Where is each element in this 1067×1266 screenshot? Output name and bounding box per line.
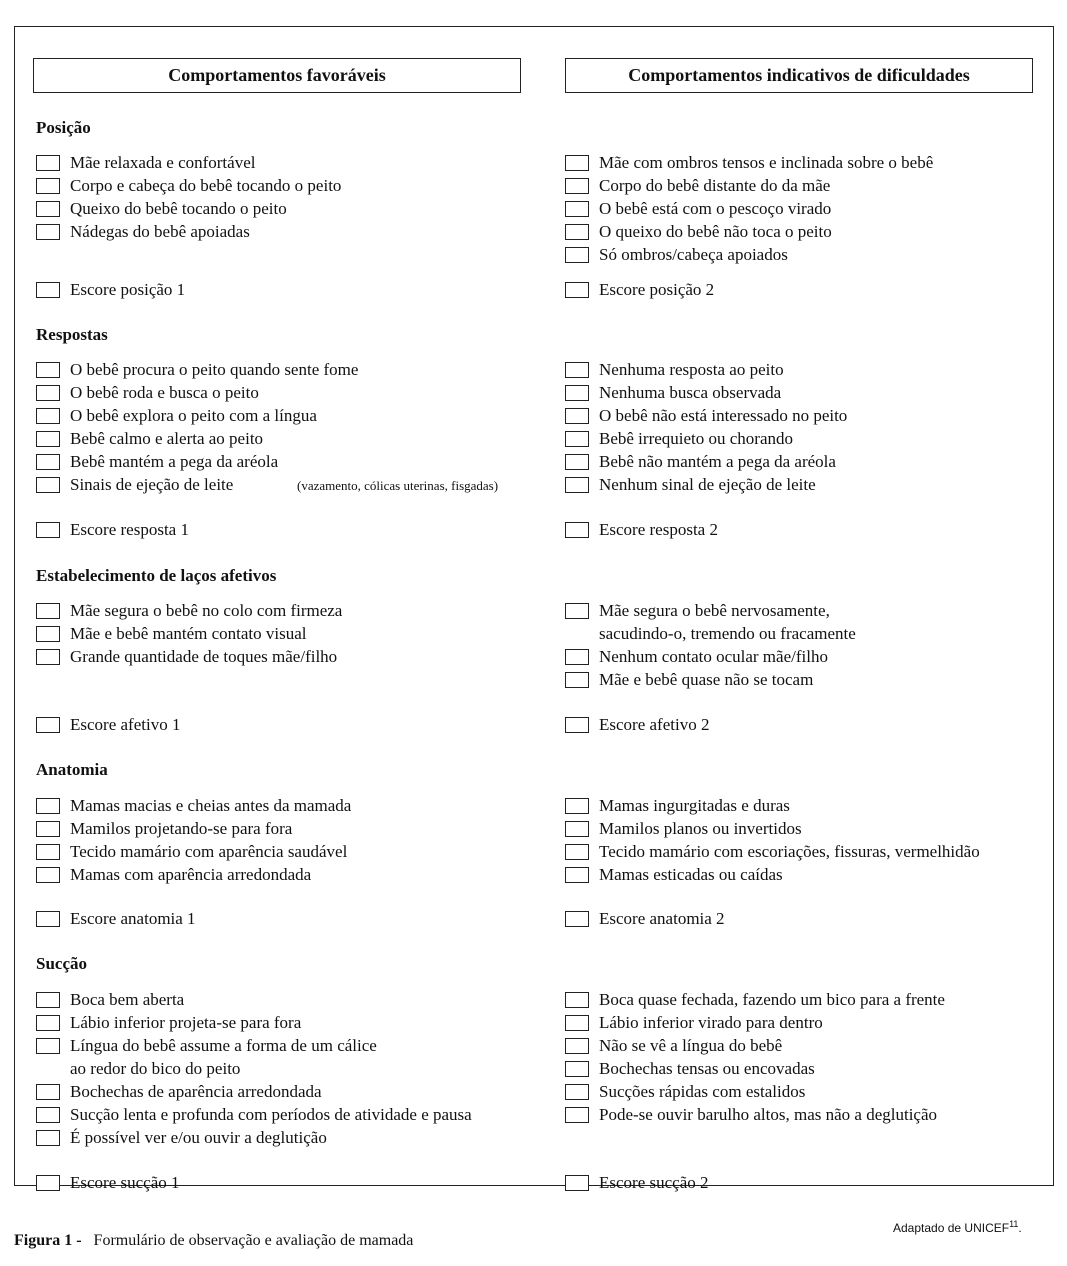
item-label: Só ombros/cabeça apoiados bbox=[599, 245, 788, 264]
checkbox[interactable] bbox=[36, 201, 60, 217]
checkbox[interactable] bbox=[36, 717, 60, 733]
checkbox[interactable] bbox=[36, 1175, 60, 1191]
item-label: Não se vê a língua do bebê bbox=[599, 1036, 783, 1055]
item-label: Mamilos planos ou invertidos bbox=[599, 819, 802, 838]
checkbox[interactable] bbox=[36, 603, 60, 619]
item-label: Nenhum sinal de ejeção de leite bbox=[599, 475, 816, 494]
item-label: Mamas com aparência arredondada bbox=[70, 865, 312, 884]
item-label: Escore sucção 2 bbox=[599, 1173, 709, 1192]
item-label: Bebê não mantém a pega da aréola bbox=[599, 452, 836, 471]
section-title-anatomia: Anatomia bbox=[36, 760, 108, 779]
checkbox[interactable] bbox=[565, 1107, 589, 1123]
checkbox[interactable] bbox=[565, 1038, 589, 1054]
figure-caption bbox=[14, 1232, 413, 1250]
item-label: Bochechas de aparência arredondada bbox=[70, 1082, 322, 1101]
item-label: Lábio inferior virado para dentro bbox=[599, 1013, 823, 1032]
checkbox[interactable] bbox=[36, 224, 60, 240]
item-label: Escore afetivo 1 bbox=[70, 715, 181, 734]
checkbox[interactable] bbox=[36, 1015, 60, 1031]
section-title-afetivo: Estabelecimento de laços afetivos bbox=[36, 566, 277, 585]
item-note: (vazamento, cólicas uterinas, fisgadas) bbox=[297, 478, 499, 493]
item-label: Escore anatomia 1 bbox=[70, 909, 196, 928]
checkbox[interactable] bbox=[565, 201, 589, 217]
checkbox[interactable] bbox=[565, 178, 589, 194]
item-label: Corpo do bebê distante do da mãe bbox=[599, 176, 831, 195]
checkbox[interactable] bbox=[36, 992, 60, 1008]
checkbox[interactable] bbox=[565, 282, 589, 298]
item-label: Bebê irrequieto ou chorando bbox=[599, 429, 794, 448]
checkbox[interactable] bbox=[36, 178, 60, 194]
item-label: Escore posição 1 bbox=[70, 280, 186, 299]
item-label: O bebê está com o pescoço virado bbox=[599, 199, 832, 218]
checkbox[interactable] bbox=[36, 1130, 60, 1146]
checkbox[interactable] bbox=[36, 649, 60, 665]
checkbox[interactable] bbox=[565, 477, 589, 493]
item-label: Mãe com ombros tensos e inclinada sobre o bebê bbox=[599, 153, 934, 172]
checkbox[interactable] bbox=[36, 821, 60, 837]
checkbox[interactable] bbox=[565, 1175, 589, 1191]
item-label: Escore posição 2 bbox=[599, 280, 715, 299]
checkbox[interactable] bbox=[565, 362, 589, 378]
checkbox[interactable] bbox=[565, 603, 589, 619]
caption-label: Figura 1 - bbox=[14, 1232, 82, 1249]
item-label: Queixo do bebê tocando o peito bbox=[70, 199, 287, 218]
checkbox[interactable] bbox=[565, 431, 589, 447]
checkbox[interactable] bbox=[36, 385, 60, 401]
caption-text: Formulário de observação e avaliação de mamada bbox=[93, 1232, 414, 1249]
item-label: O bebê não está interessado no peito bbox=[599, 406, 848, 425]
item-label: Sinais de ejeção de leite bbox=[70, 475, 234, 494]
item-label: Bebê mantém a pega da aréola bbox=[70, 452, 279, 471]
source-credit bbox=[893, 1219, 1022, 1235]
section-title-respostas: Respostas bbox=[36, 325, 108, 344]
checkbox[interactable] bbox=[565, 867, 589, 883]
item-label: Boca quase fechada, fazendo um bico para a frente bbox=[599, 990, 945, 1009]
credit-suffix: . bbox=[1018, 1221, 1022, 1235]
item-label: Lábio inferior projeta-se para fora bbox=[70, 1013, 302, 1032]
checkbox[interactable] bbox=[565, 992, 589, 1008]
item-label: Corpo e cabeça do bebê tocando o peito bbox=[70, 176, 342, 195]
checkbox[interactable] bbox=[565, 454, 589, 470]
checkbox[interactable] bbox=[565, 155, 589, 171]
item-label: Nenhum contato ocular mãe/filho bbox=[599, 647, 828, 666]
checkbox[interactable] bbox=[565, 911, 589, 927]
checkbox[interactable] bbox=[565, 1061, 589, 1077]
checkbox[interactable] bbox=[36, 911, 60, 927]
checkbox[interactable] bbox=[565, 247, 589, 263]
checkbox[interactable] bbox=[36, 155, 60, 171]
checkbox[interactable] bbox=[565, 672, 589, 688]
item-label: Bebê calmo e alerta ao peito bbox=[70, 429, 264, 448]
item-label: Mãe segura o bebê no colo com firmeza bbox=[70, 601, 343, 620]
checkbox[interactable] bbox=[565, 717, 589, 733]
checkbox[interactable] bbox=[565, 385, 589, 401]
item-label: Grande quantidade de toques mãe/filho bbox=[70, 647, 338, 666]
checkbox[interactable] bbox=[565, 224, 589, 240]
item-label: Mamilos projetando-se para fora bbox=[70, 819, 293, 838]
item-label: Pode-se ouvir barulho altos, mas não a deglutição bbox=[599, 1105, 938, 1124]
item-label: Escore afetivo 2 bbox=[599, 715, 710, 734]
item-label: Boca bem aberta bbox=[70, 990, 185, 1009]
item-label: O bebê roda e busca o peito bbox=[70, 383, 259, 402]
item-label: Mãe relaxada e confortável bbox=[70, 153, 256, 172]
checkbox[interactable] bbox=[36, 1084, 60, 1100]
section-title-succao: Sucção bbox=[36, 954, 87, 973]
item-label: O bebê procura o peito quando sente fome bbox=[70, 360, 359, 379]
item-label: sacudindo-o, tremendo ou fracamente bbox=[599, 624, 856, 643]
item-label: Escore sucção 1 bbox=[70, 1173, 180, 1192]
checkbox[interactable] bbox=[565, 1084, 589, 1100]
checkbox[interactable] bbox=[36, 844, 60, 860]
item-label: Escore resposta 2 bbox=[599, 520, 718, 539]
item-label: Bochechas tensas ou encovadas bbox=[599, 1059, 815, 1078]
checkbox[interactable] bbox=[565, 844, 589, 860]
item-label: Nenhuma busca observada bbox=[599, 383, 782, 402]
credit-ref: 11 bbox=[1009, 1219, 1019, 1229]
item-label: Tecido mamário com aparência saudável bbox=[70, 842, 348, 861]
checkbox[interactable] bbox=[565, 821, 589, 837]
item-label: O bebê explora o peito com a língua bbox=[70, 406, 317, 425]
item-label: Mãe e bebê quase não se tocam bbox=[599, 670, 814, 689]
item-label: O queixo do bebê não toca o peito bbox=[599, 222, 832, 241]
checkbox[interactable] bbox=[36, 867, 60, 883]
section-title-posicao: Posição bbox=[36, 118, 91, 137]
header-difficulties: Comportamentos indicativos de dificuldades bbox=[565, 58, 1033, 93]
item-label: Escore resposta 1 bbox=[70, 520, 189, 539]
checkbox[interactable] bbox=[565, 522, 589, 538]
item-label: Mamas ingurgitadas e duras bbox=[599, 796, 790, 815]
checkbox[interactable] bbox=[565, 649, 589, 665]
checkbox[interactable] bbox=[36, 362, 60, 378]
item-label: Sucções rápidas com estalidos bbox=[599, 1082, 806, 1101]
checkbox[interactable] bbox=[36, 408, 60, 424]
checkbox[interactable] bbox=[36, 798, 60, 814]
item-label: Mãe segura o bebê nervosamente, bbox=[599, 601, 830, 620]
checkbox[interactable] bbox=[36, 522, 60, 538]
checkbox[interactable] bbox=[36, 1038, 60, 1054]
item-label: Nenhuma resposta ao peito bbox=[599, 360, 784, 379]
item-label: Mãe e bebê mantém contato visual bbox=[70, 624, 307, 643]
checkbox[interactable] bbox=[36, 431, 60, 447]
credit-text: Adaptado de UNICEF bbox=[893, 1221, 1010, 1235]
item-label: Mamas macias e cheias antes da mamada bbox=[70, 796, 352, 815]
checkbox[interactable] bbox=[36, 477, 60, 493]
item-label: É possível ver e/ou ouvir a deglutição bbox=[70, 1128, 327, 1147]
item-label: Mamas esticadas ou caídas bbox=[599, 865, 783, 884]
checkbox[interactable] bbox=[36, 282, 60, 298]
item-label: Escore anatomia 2 bbox=[599, 909, 725, 928]
item-label: ao redor do bico do peito bbox=[70, 1059, 241, 1078]
item-label: Tecido mamário com escoriações, fissuras, vermelhidão bbox=[599, 842, 980, 861]
checkbox[interactable] bbox=[36, 1107, 60, 1123]
checkbox[interactable] bbox=[565, 408, 589, 424]
checkbox[interactable] bbox=[36, 454, 60, 470]
item-label: Língua do bebê assume a forma de um cálice bbox=[70, 1036, 377, 1055]
item-label: Sucção lenta e profunda com períodos de atividade e pausa bbox=[70, 1105, 472, 1124]
header-favorable: Comportamentos favoráveis bbox=[33, 58, 521, 93]
item-label: Nádegas do bebê apoiadas bbox=[70, 222, 250, 241]
checkbox[interactable] bbox=[36, 626, 60, 642]
checkbox[interactable] bbox=[565, 798, 589, 814]
checkbox[interactable] bbox=[565, 1015, 589, 1031]
